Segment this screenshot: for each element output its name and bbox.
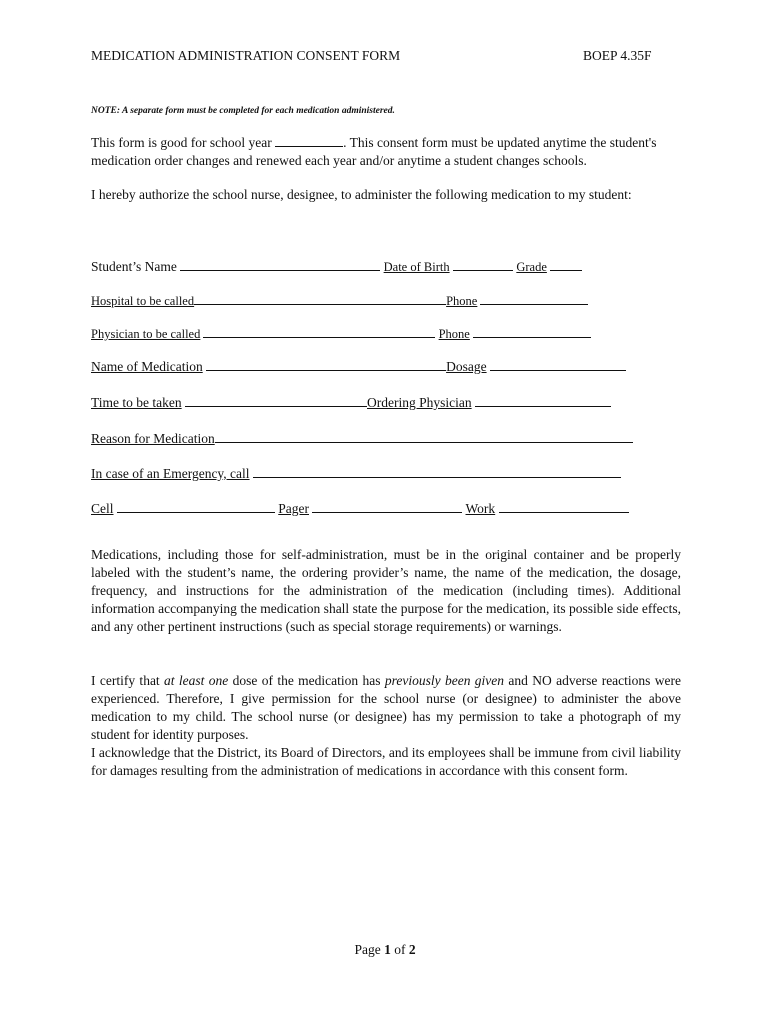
hospital-field[interactable] — [194, 292, 446, 305]
physician-label: Physician to be called — [91, 327, 201, 341]
reason-field[interactable] — [215, 430, 633, 443]
pager-label: Pager — [278, 501, 309, 516]
dosage-label: Dosage — [446, 359, 487, 374]
work-label: Work — [465, 501, 496, 516]
ordering-physician-field[interactable] — [475, 394, 611, 407]
hospital-phone-field[interactable] — [480, 292, 588, 305]
cell-field[interactable] — [117, 500, 275, 513]
medication-row — [91, 358, 626, 375]
school-year-paragraph — [91, 134, 691, 170]
physician-field[interactable] — [203, 325, 435, 338]
acknowledge-text: I acknowledge that the District, its Board of Directors, and its employees shall be immune from civil liability for damages resulting from the administration of medications in accordance with this consent form. — [91, 745, 681, 778]
physician-phone-label: Phone — [438, 327, 470, 341]
medication-label: Name of Medication — [91, 359, 203, 374]
form-code: BOEP 4.35F — [583, 48, 652, 63]
emergency-row — [91, 465, 621, 482]
emergency-field[interactable] — [253, 465, 621, 478]
dosage-field[interactable] — [490, 358, 626, 371]
medications-paragraph: Medications, including those for self-administration, must be in the original container and be properly labeled with the student’s name, the ordering provider’s name, the name of the medication, the dosage, frequency, and instructions for the administration of the medication (including times). Additional information accompanying the medication shall state the purpose for the medication, its possible side effects, and any other pertinent instructions (such as special storage requirements) or warnings. — [91, 547, 681, 634]
pager-field[interactable] — [312, 500, 462, 513]
student-row — [91, 258, 582, 275]
student-name-label: Student’s Name — [91, 259, 177, 274]
form-title: MEDICATION ADMINISTRATION CONSENT FORM — [91, 48, 401, 63]
authorize-paragraph: I hereby authorize the school nurse, designee, to administer the following medication to my student: — [91, 187, 632, 202]
hospital-row — [91, 292, 588, 309]
certify-part-b: dose of the medication has — [228, 673, 385, 688]
certify-emphasis-2: previously been given — [384, 673, 505, 688]
physician-phone-field[interactable] — [473, 325, 591, 338]
reason-row — [91, 430, 633, 447]
time-label: Time to be taken — [91, 395, 182, 410]
grade-label: Grade — [516, 260, 547, 274]
school-year-rest: . This consent form must be updated anytime the student's medication order changes and renewed each year and/or anytime a student changes schools. — [91, 135, 657, 168]
emergency-label: In case of an Emergency, call — [91, 466, 250, 481]
ordering-physician-label: Ordering Physician — [367, 395, 472, 410]
school-year-field[interactable] — [275, 134, 343, 147]
certify-text — [91, 672, 681, 744]
page-label: Page — [354, 942, 385, 957]
contact-row — [91, 500, 629, 517]
school-year-prefix: This form is good for school year — [91, 135, 272, 150]
page-total: 2 — [408, 942, 416, 957]
certify-emphasis-1: at least one — [164, 673, 229, 688]
reason-label: Reason for Medication — [91, 431, 215, 446]
certify-part-c: and NO adverse reactions were experienced. Therefore, I give permission for the school nurse (or designee) to administer the above medication to my child. The school nurse (or designee) has my permission to take a photograph of my student for identity purposes. — [91, 673, 682, 742]
of-label: of — [390, 942, 409, 957]
hospital-phone-label: Phone — [446, 294, 478, 308]
time-row — [91, 394, 611, 411]
note-text: NOTE: A separate form must be completed for each medication administered. — [91, 106, 395, 116]
cell-label: Cell — [91, 501, 114, 516]
physician-row — [91, 325, 591, 342]
dob-label: Date of Birth — [383, 260, 450, 274]
student-name-field[interactable] — [180, 258, 380, 271]
page-footer — [0, 942, 770, 958]
work-field[interactable] — [499, 500, 629, 513]
page-number: 1 — [384, 942, 391, 957]
certify-paragraph — [91, 672, 681, 780]
grade-field[interactable] — [550, 258, 582, 271]
hospital-label: Hospital to be called — [91, 294, 195, 308]
medication-field[interactable] — [206, 358, 446, 371]
certify-part-a: I certify that — [91, 673, 165, 688]
dob-field[interactable] — [453, 258, 513, 271]
time-field[interactable] — [185, 394, 367, 407]
